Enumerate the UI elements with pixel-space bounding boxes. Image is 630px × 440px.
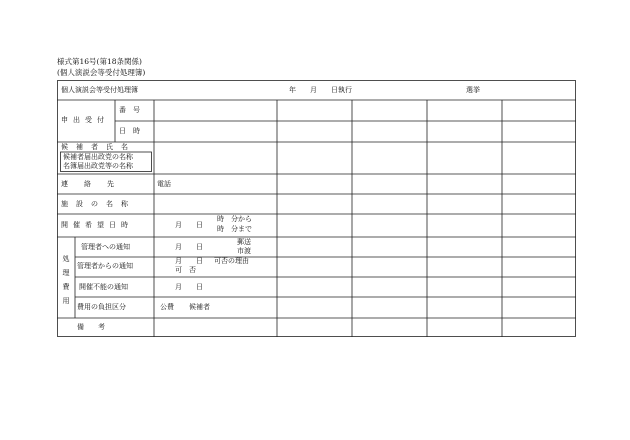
- processing-cost-label: 処理費用: [62, 255, 70, 305]
- public-cost-option: 公費: [160, 303, 174, 311]
- desired-month-day: 月 日: [175, 221, 203, 229]
- election-name: 選挙: [466, 86, 480, 94]
- approval-status: 可 否: [175, 266, 196, 274]
- notice-from-manager-label: 管理者からの通知: [77, 262, 133, 270]
- time-to: 時 分まで: [217, 225, 252, 233]
- contact-label: 連絡先: [61, 180, 130, 188]
- form-number: 様式第16号(第18条関係): [57, 57, 142, 66]
- table-title: 個人演説会等受付処理簿: [61, 86, 138, 94]
- delivery-method-mail: 郵送: [237, 238, 251, 246]
- facility-name-label: 施設の名称: [61, 200, 136, 208]
- number-label: 番 号: [119, 106, 140, 114]
- party-name-label: 候補者届出政党の名称: [63, 153, 133, 161]
- candidate-cost-option: 候補者: [189, 303, 210, 311]
- notice-not-held-date: 月 日: [175, 283, 203, 291]
- notice-from-manager-date: 月 日: [175, 257, 203, 265]
- form-name: (個人演説会等受付処理簿): [57, 68, 146, 77]
- approval-reason: 可否の理由: [214, 257, 249, 265]
- notice-to-manager-date: 月 日: [175, 243, 203, 251]
- reception-label: 申出受付: [61, 116, 109, 124]
- phone-label: 電話: [157, 180, 171, 188]
- processing-register-table: [57, 80, 576, 337]
- notice-to-manager-label: 管理者への通知: [81, 243, 130, 251]
- remarks-label: 備 考: [77, 323, 105, 331]
- list-party-name-label: 名簿届出政党等の名称: [63, 162, 133, 170]
- desired-datetime-label: 開催希望日時: [61, 221, 133, 229]
- candidate-name-label: 候補者氏名: [61, 143, 136, 151]
- delivery-method-direct: 市渡: [237, 247, 251, 255]
- notice-not-held-label: 開催不能の通知: [79, 283, 128, 291]
- cost-division-label: 費用の負担区分: [77, 303, 126, 311]
- date-label: 日 時: [119, 127, 140, 135]
- election-date: 年 月 日執行: [289, 86, 352, 94]
- time-from: 時 分から: [217, 215, 252, 223]
